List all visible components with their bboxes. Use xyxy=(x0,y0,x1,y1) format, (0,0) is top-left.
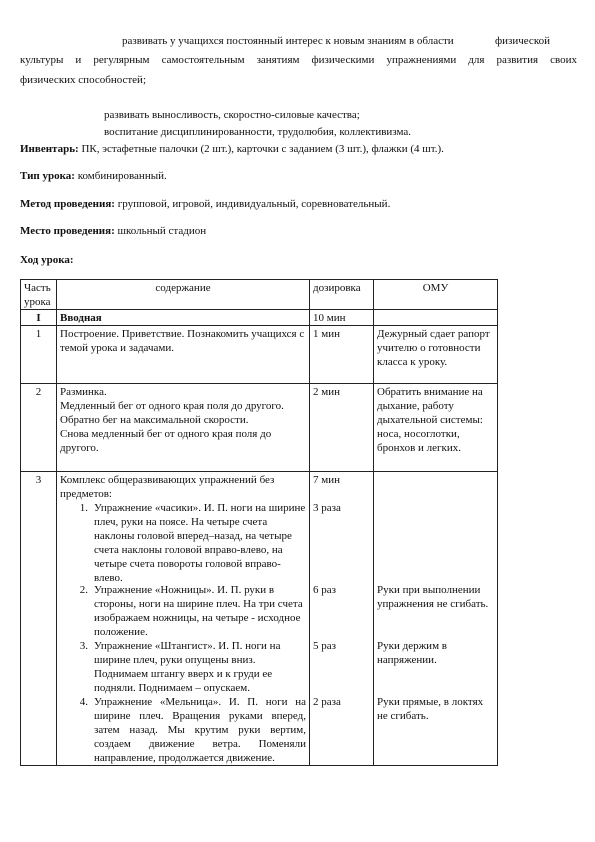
goal-line-5: воспитание дисциплинированности, трудолюбия, коллективизма. xyxy=(104,126,411,138)
row-dosage: 10 мин xyxy=(310,310,374,326)
lesson-type-line xyxy=(20,169,167,183)
row-omu xyxy=(374,472,498,766)
row-part: 1 xyxy=(21,326,57,384)
goal-line-2: культуры и регулярным самостоятельным занятиям физическими упражнениями для развития своих xyxy=(20,54,577,66)
table-header-row xyxy=(21,280,498,310)
method-value: групповой, игровой, индивидуальный, соревновательный. xyxy=(114,198,391,210)
row-content xyxy=(57,472,310,766)
inventory-value: ПК, эстафетные палочки (2 шт.), карточки с заданием (3 шт.), флажки (4 шт.). xyxy=(78,143,444,155)
method-line xyxy=(20,197,390,211)
method-label: Метод проведения: xyxy=(20,198,115,210)
content-title: Комплекс общеразвивающих упражнений без предметов: xyxy=(60,474,275,500)
goal-line-4: развивать выносливость, скоростно-силовые качества; xyxy=(104,109,360,121)
row-part: 2 xyxy=(21,384,57,472)
dosage-total: 7 мин xyxy=(313,474,340,486)
row-omu: Дежурный сдает рапорт учителю о готовности класса к уроку. xyxy=(374,326,498,384)
exercise-text: Упражнение «часики». И. П. ноги на ширине плеч, руки на поясе. На четыре счета наклоны головой вперед–назад, на четыре счета наклоны головой вправо-влево, на четыре счета повороты головой вправо-влево. xyxy=(94,502,306,584)
goal-line-1a: развивать у учащихся постоянный интерес к новым знаниям в области xyxy=(122,35,454,47)
lesson-course-heading: Ход урока: xyxy=(20,254,74,266)
lesson-table xyxy=(20,279,498,766)
content-line: Снова медленный бег от одного края поля до другого. xyxy=(60,428,272,454)
header-dosage: дозировка xyxy=(310,280,374,310)
content-line: Обратно бег на максимальной скорости. xyxy=(60,414,249,426)
content-line: Разминка. xyxy=(60,386,107,398)
exercise-number: 4. xyxy=(79,696,88,708)
row-content xyxy=(57,384,310,472)
row-omu: Обратить внимание на дыхание, работу дыхательной системы: носа, носоглотки, бронхов и легких. xyxy=(374,384,498,472)
row-part: 3 xyxy=(21,472,57,766)
place-label: Место проведения: xyxy=(20,225,115,237)
exercise-text: Упражнение «Штангист». И. П. ноги на ширине плеч, руки опущены вниз. Поднимаем штангу вверх и к груди ее подняли. Поднимаем – опускаем. xyxy=(94,640,281,694)
inventory-line xyxy=(20,142,444,156)
exercise-number: 2. xyxy=(79,584,88,596)
exercise-dosage: 6 раз xyxy=(313,584,336,596)
header-part: Часть урока xyxy=(21,280,57,310)
goal-line-1b: физической xyxy=(495,35,550,47)
row-dosage: 2 мин xyxy=(310,384,374,472)
place-line xyxy=(20,224,206,238)
exercise-number: 1. xyxy=(79,502,88,514)
exercise-number: 3. xyxy=(79,640,88,652)
row-content: Построение. Приветствие. Познакомить учащихся с темой урока и задачами. xyxy=(57,326,310,384)
row-omu xyxy=(374,310,498,326)
exercise-text: Упражнение «Ножницы». И. П. руки в стороны, ноги на ширине плеч. На три счета изображаем ножницы, на четыре - исходное положение. xyxy=(94,584,303,638)
exercise-dosage: 5 раз xyxy=(313,640,336,652)
header-content: содержание xyxy=(57,280,310,310)
exercise-item xyxy=(60,583,306,639)
exercise-omu: Руки прямые, в локтях не сгибать. xyxy=(377,696,484,722)
lesson-type-label: Тип урока: xyxy=(20,170,75,182)
table-row xyxy=(21,310,498,326)
exercise-list xyxy=(60,501,306,765)
place-value: школьный стадион xyxy=(114,225,207,237)
lesson-type-value: комбинированный. xyxy=(74,170,167,182)
goal-line-3: физических способностей; xyxy=(20,74,146,86)
exercise-dosage: 3 раза xyxy=(313,502,341,514)
exercise-text: Упражнение «Мельница». И. П. ноги на ширине плеч. Вращения руками вперед, затем назад. Мы крутим руки вертим, создаем движение ветра. Поменяли направление, продолжается движение. xyxy=(94,696,306,764)
table-row xyxy=(21,472,498,766)
row-content: Вводная xyxy=(57,310,310,326)
exercise-item xyxy=(60,639,306,695)
inventory-label: Инвентарь: xyxy=(20,143,79,155)
exercise-omu: Руки держим в напряжении. xyxy=(377,640,447,666)
exercise-item xyxy=(60,695,306,765)
exercise-dosage: 2 раза xyxy=(313,696,341,708)
exercise-omu: Руки при выполнении упражнения не сгибать. xyxy=(377,584,489,610)
table-row xyxy=(21,384,498,472)
row-part: I xyxy=(21,310,57,326)
header-omu: ОМУ xyxy=(374,280,498,310)
row-dosage xyxy=(310,472,374,766)
content-line: Медленный бег от одного края поля до другого. xyxy=(60,400,284,412)
exercise-item xyxy=(60,501,306,583)
row-dosage: 1 мин xyxy=(310,326,374,384)
exercise-omu xyxy=(377,501,494,583)
table-row xyxy=(21,326,498,384)
